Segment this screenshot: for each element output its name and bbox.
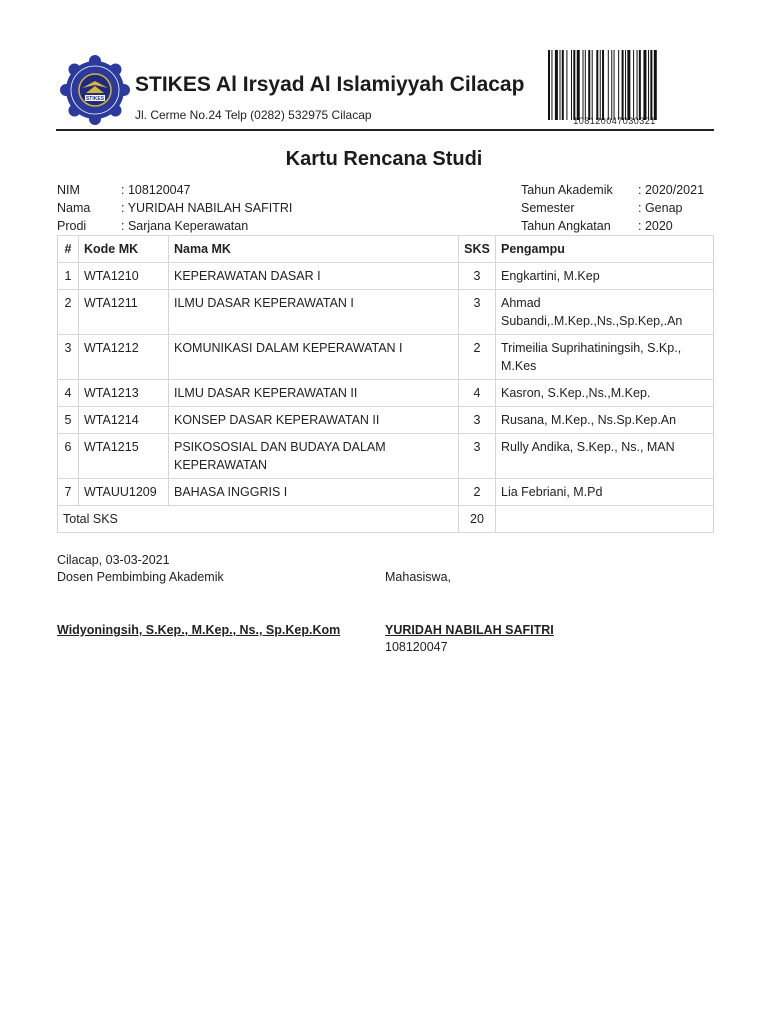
prodi-value: : Sarjana Keperawatan (121, 219, 249, 233)
table-row (58, 290, 714, 335)
barcode-bar (585, 50, 586, 120)
header-pengampu: Pengampu (496, 236, 714, 263)
cell-nama: BAHASA INGGRIS I (169, 479, 459, 506)
cell-nama: ILMU DASAR KEPERAWATAN I (169, 290, 459, 335)
student-signature (385, 622, 554, 656)
header-nama-mk: Nama MK (169, 236, 459, 263)
header-kode-mk: Kode MK (79, 236, 169, 263)
barcode-bar (596, 50, 598, 120)
semester-label: Semester (521, 201, 575, 215)
cell-nama: PSIKOSOSIAL DAN BUDAYA DALAM KEPERAWATAN (169, 434, 459, 479)
barcode-bar (654, 50, 657, 120)
academic-year-value: : 2020/2021 (638, 183, 705, 197)
student-info (57, 181, 292, 235)
cell-no: 4 (58, 380, 79, 407)
institution-name: STIKES Al Irsyad Al Islamiyyah Cilacap (135, 73, 525, 96)
cell-pengampu: Ahmad Subandi,.M.Kep.,Ns.,Sp.Kep,.An (496, 290, 714, 335)
cell-nama: KONSEP DASAR KEPERAWATAN II (169, 407, 459, 434)
cohort-year-label: Tahun Angkatan (521, 219, 611, 233)
student-nim: 108120047 (385, 640, 448, 654)
cell-pengampu: Rully Andika, S.Kep., Ns., MAN (496, 434, 714, 479)
barcode-bar (650, 50, 652, 120)
academic-info (521, 181, 704, 235)
place-date: Cilacap, 03-03-2021 (57, 553, 170, 567)
cell-no: 1 (58, 263, 79, 290)
barcode-bar (566, 50, 567, 120)
svg-text:STIKES: STIKES (85, 96, 105, 102)
cell-no: 5 (58, 407, 79, 434)
student-name: YURIDAH NABILAH SAFITRI (385, 623, 554, 637)
barcode-bar (622, 50, 624, 120)
barcode-bar (583, 50, 584, 120)
name-value: : YURIDAH NABILAH SAFITRI (121, 201, 293, 215)
signature-left (57, 552, 224, 586)
header-no: # (58, 236, 79, 263)
academic-year-label: Tahun Akademik (521, 183, 613, 197)
barcode-bar (560, 50, 561, 120)
total-sks-label: Total SKS (58, 506, 459, 533)
nim-row (57, 181, 292, 199)
semester-value: : Genap (638, 201, 683, 215)
barcode-bar (562, 50, 564, 120)
table-row (58, 263, 714, 290)
barcode-bar (643, 50, 646, 120)
barcode-bar (618, 50, 619, 120)
cell-nama: KOMUNIKASI DALAM KEPERAWATAN I (169, 335, 459, 380)
barcode-bar (600, 50, 601, 120)
barcode-bar (551, 50, 552, 120)
cell-kode: WTA1215 (79, 434, 169, 479)
barcode-bar (614, 50, 615, 120)
barcode-bar (637, 50, 638, 120)
advisor-role: Dosen Pembimbing Akademik (57, 570, 224, 584)
prodi-label: Prodi (57, 219, 87, 233)
barcode-bar (608, 50, 609, 120)
name-row (57, 199, 292, 217)
header-sks: SKS (459, 236, 496, 263)
header-divider (56, 129, 714, 131)
cohort-year-value: : 2020 (638, 219, 673, 233)
cell-kode: WTA1211 (79, 290, 169, 335)
cell-sks: 3 (459, 407, 496, 434)
document-header (56, 46, 714, 132)
cell-pengampu: Lia Febriani, M.Pd (496, 479, 714, 506)
student-role: Mahasiswa, (385, 570, 451, 584)
cell-kode: WTA1214 (79, 407, 169, 434)
cell-kode: WTAUU1209 (79, 479, 169, 506)
total-row (58, 506, 714, 533)
table-row (58, 407, 714, 434)
total-sks-value: 20 (459, 506, 496, 533)
total-empty-cell (496, 506, 714, 533)
nim-value: : 108120047 (121, 183, 191, 197)
barcode-bar (639, 50, 641, 120)
cell-kode: WTA1210 (79, 263, 169, 290)
barcode-bar (633, 50, 634, 120)
cell-sks: 2 (459, 479, 496, 506)
cell-sks: 4 (459, 380, 496, 407)
cell-pengampu: Engkartini, M.Kep (496, 263, 714, 290)
cell-no: 7 (58, 479, 79, 506)
barcode-bar (611, 50, 612, 120)
barcode-bar (577, 50, 580, 120)
cell-no: 6 (58, 434, 79, 479)
barcode-number: 108120047030321 (573, 116, 656, 126)
cell-nama: KEPERAWATAN DASAR I (169, 263, 459, 290)
table-header-row (58, 236, 714, 263)
cell-sks: 3 (459, 434, 496, 479)
barcode-bar (548, 50, 550, 120)
table-row (58, 479, 714, 506)
prodi-row (57, 217, 292, 235)
table-row (58, 434, 714, 479)
barcode-bar (648, 50, 649, 120)
course-table (57, 235, 714, 533)
cell-no: 2 (58, 290, 79, 335)
barcode-bar (625, 50, 626, 120)
cell-kode: WTA1212 (79, 335, 169, 380)
cell-pengampu: Trimeilia Suprihatiningsih, S.Kp., M.Kes (496, 335, 714, 380)
cell-sks: 2 (459, 335, 496, 380)
cell-pengampu: Rusana, M.Kep., Ns.Sp.Kep.An (496, 407, 714, 434)
semester-row (521, 199, 704, 217)
barcode-bar (627, 50, 630, 120)
nim-label: NIM (57, 183, 80, 197)
advisor-name: Widyoningsih, S.Kep., M.Kep., Ns., Sp.Kep.Kom (57, 623, 341, 637)
academic-year-row (521, 181, 704, 199)
table-row (58, 335, 714, 380)
table-row (58, 380, 714, 407)
cell-sks: 3 (459, 290, 496, 335)
barcode-bar (602, 50, 604, 120)
cell-sks: 3 (459, 263, 496, 290)
cohort-year-row (521, 217, 704, 235)
barcode-bar (571, 50, 572, 120)
cell-kode: WTA1213 (79, 380, 169, 407)
institution-logo (60, 55, 130, 125)
barcode-bar (573, 50, 575, 120)
cell-nama: ILMU DASAR KEPERAWATAN II (169, 380, 459, 407)
barcode-bar (592, 50, 593, 120)
cell-no: 3 (58, 335, 79, 380)
document-title: Kartu Rencana Studi (285, 148, 483, 170)
institution-address: Jl. Cerme No.24 Telp (0282) 532975 Cilacap (135, 108, 372, 122)
name-label: Nama (57, 201, 91, 215)
barcode-bar (588, 50, 590, 120)
signature-right (385, 569, 451, 586)
cell-pengampu: Kasron, S.Kep.,Ns.,M.Kep. (496, 380, 714, 407)
barcode-bar (555, 50, 558, 120)
barcode (548, 50, 681, 120)
